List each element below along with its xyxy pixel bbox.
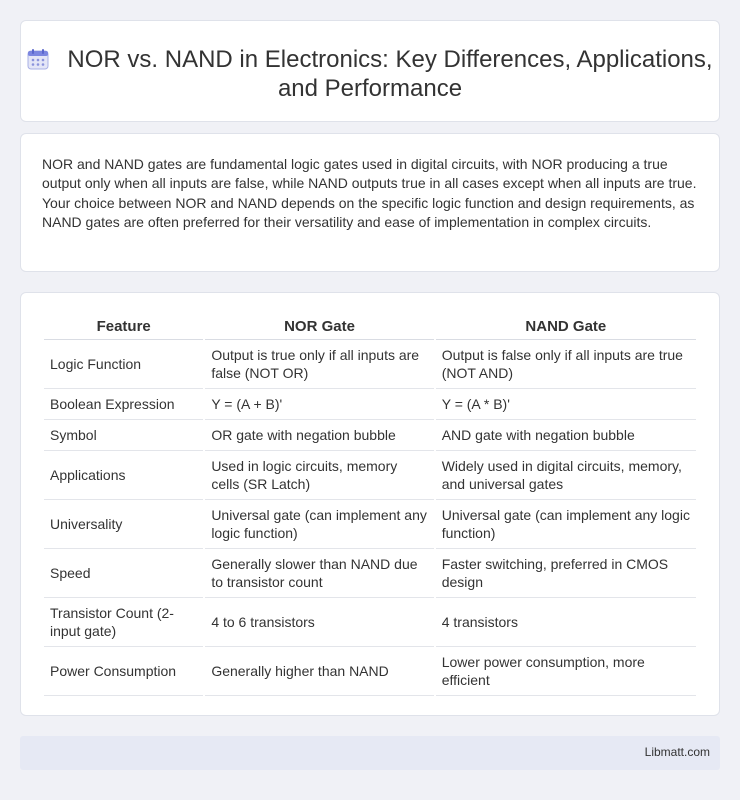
cell-feature: Universality [44,500,203,549]
cell-nand: Output is false only if all inputs are true (NOT AND) [436,340,696,389]
table-row [44,549,696,598]
cell-nor: Universal gate (can implement any logic function) [205,500,433,549]
intro-paragraph: NOR and NAND gates are fundamental logic gates used in digital circuits, with NOR producing a true output only when all inputs are false, while NAND outputs true in all cases except when all inputs are true. Your choice between NOR and NAND depends on the specific logic function and design requirements, as NAND gates are often preferred for their versatility and ease of implementation in complex circuits. [42,156,697,231]
cell-feature: Transistor Count (2-input gate) [44,598,203,647]
calendar-icon [27,48,49,70]
cell-nor: Used in logic circuits, memory cells (SR Latch) [205,451,433,500]
table-header-row [44,316,696,340]
intro-card [20,133,720,272]
footer [20,736,720,770]
table-row [44,420,696,451]
cell-nor: Y = (A + B)' [205,389,433,420]
table-row [44,500,696,549]
cell-nand: Lower power consumption, more efficient [436,647,696,696]
title-text: NOR vs. NAND in Electronics: Key Differences, Applications, and Performance [67,46,713,102]
page-title [21,45,719,103]
cell-nand: Faster switching, preferred in CMOS design [436,549,696,598]
cell-nand: Widely used in digital circuits, memory, and universal gates [436,451,696,500]
cell-feature: Symbol [44,420,203,451]
cell-nand: Y = (A * B)' [436,389,696,420]
header-nand: NAND Gate [436,316,696,340]
cell-feature: Speed [44,549,203,598]
table-row [44,451,696,500]
comparison-card [20,292,720,716]
cell-nand: Universal gate (can implement any logic function) [436,500,696,549]
cell-nor: Generally higher than NAND [205,647,433,696]
header-feature: Feature [44,316,203,340]
cell-nor: 4 to 6 transistors [205,598,433,647]
comparison-table [42,316,698,696]
title-card [20,20,720,122]
cell-feature: Power Consumption [44,647,203,696]
table-row [44,647,696,696]
table-row [44,598,696,647]
cell-feature: Applications [44,451,203,500]
table-row [44,340,696,389]
cell-nand: 4 transistors [436,598,696,647]
footer-brand: Libmatt.com [644,745,710,759]
cell-nor: OR gate with negation bubble [205,420,433,451]
cell-nor: Output is true only if all inputs are false (NOT OR) [205,340,433,389]
cell-feature: Boolean Expression [44,389,203,420]
cell-nor: Generally slower than NAND due to transistor count [205,549,433,598]
cell-feature: Logic Function [44,340,203,389]
table-row [44,389,696,420]
cell-nand: AND gate with negation bubble [436,420,696,451]
header-nor: NOR Gate [205,316,433,340]
